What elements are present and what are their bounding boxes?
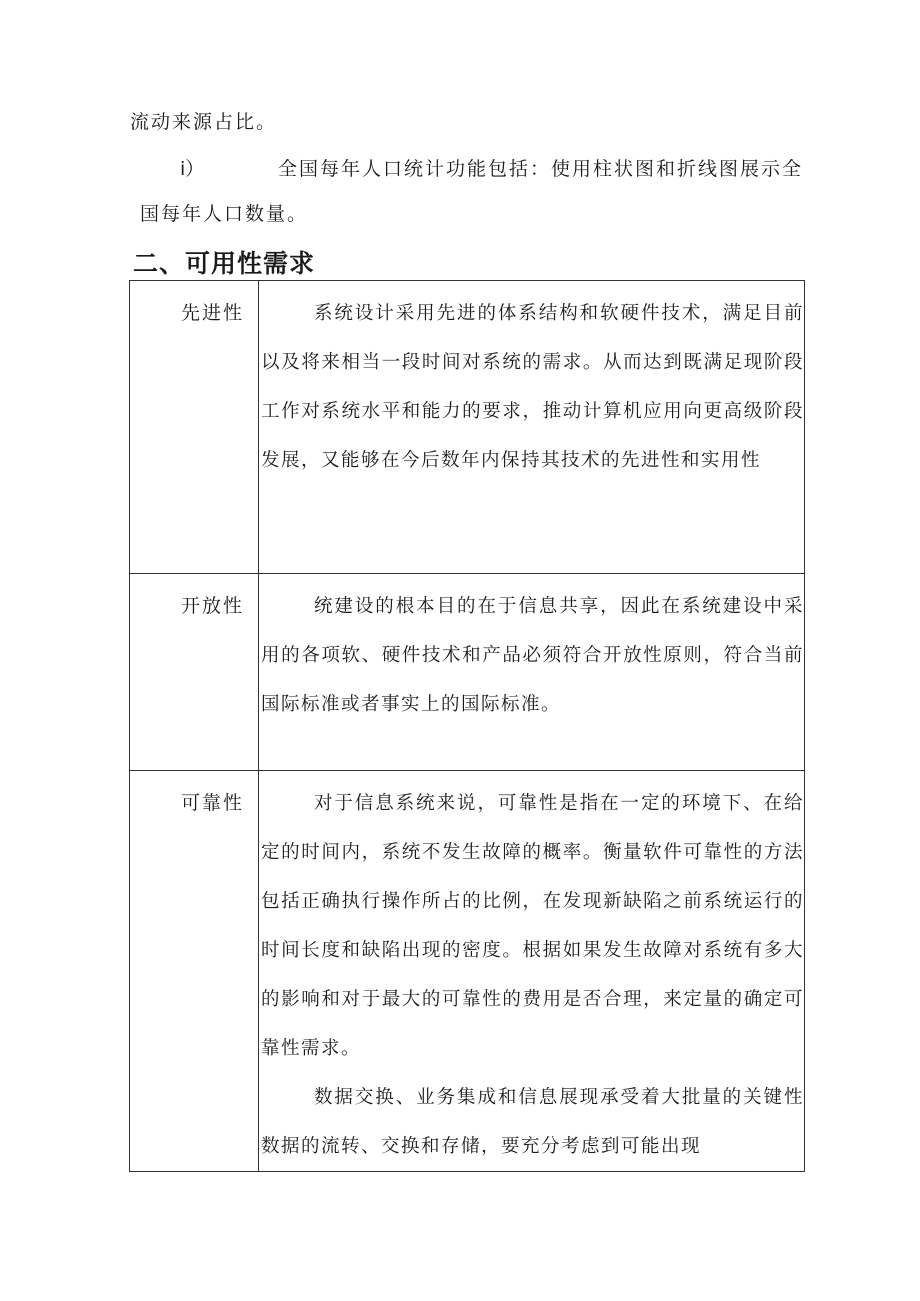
section-heading: 二、可用性需求 [133, 249, 316, 278]
row-text-openness [259, 574, 804, 729]
list-item-text-line2: 国每年人口数量。 [140, 203, 309, 225]
continuation-paragraph: 流动来源占比。 [130, 111, 278, 133]
label-cell [130, 574, 259, 771]
paragraph: 数据交换、业务集成和信息展现承受着大批量的关键性数据的流转、交换和存储，要充分考虑到可能出现 [261, 1087, 804, 1157]
table-row [130, 771, 805, 1172]
table-row [130, 574, 805, 771]
row-label-advanced: 先进性 [180, 302, 244, 324]
paragraph: 系统设计采用先进的体系结构和软硬件技术，满足目前以及将来相当一段时间对系统的需求。从而达到既满足现阶段工作对系统水平和能力的要求，推动计算机应用向更高级阶段发展，又能够在今后数年内保持其技术的先进性和实用性 [261, 303, 804, 471]
content-cell [259, 771, 805, 1172]
row-text-advanced [259, 281, 804, 485]
paragraph: 对于信息系统来说，可靠性是指在一定的环境下、在给定的时间内，系统不发生故障的概率。衡量软件可靠性的方法包括正确执行操作所占的比例，在发现新缺陷之前系统运行的时间长度和缺陷出现的密度。根据如果发生故障对系统有多大的影响和对于最大的可靠性的费用是否合理，来定量的确定可靠性需求。 [261, 793, 804, 1059]
list-item-text-line1: 全国每年人口统计功能包括：使用柱状图和折线图展示全 [278, 158, 804, 180]
row-text-reliability [259, 771, 804, 1171]
label-cell [130, 771, 259, 1172]
content-cell [259, 574, 805, 771]
list-item-marker: i） [180, 158, 205, 180]
paragraph: 统建设的根本目的在于信息共享，因此在系统建设中采用的各项软、硬件技术和产品必须符合开放性原则，符合当前国际标准或者事实上的国际标准。 [261, 596, 804, 715]
label-cell [130, 281, 259, 574]
content-cell [259, 281, 805, 574]
row-label-openness: 开放性 [180, 595, 244, 617]
row-label-reliability: 可靠性 [180, 792, 244, 814]
requirements-table [129, 280, 805, 1172]
table-row [130, 281, 805, 574]
